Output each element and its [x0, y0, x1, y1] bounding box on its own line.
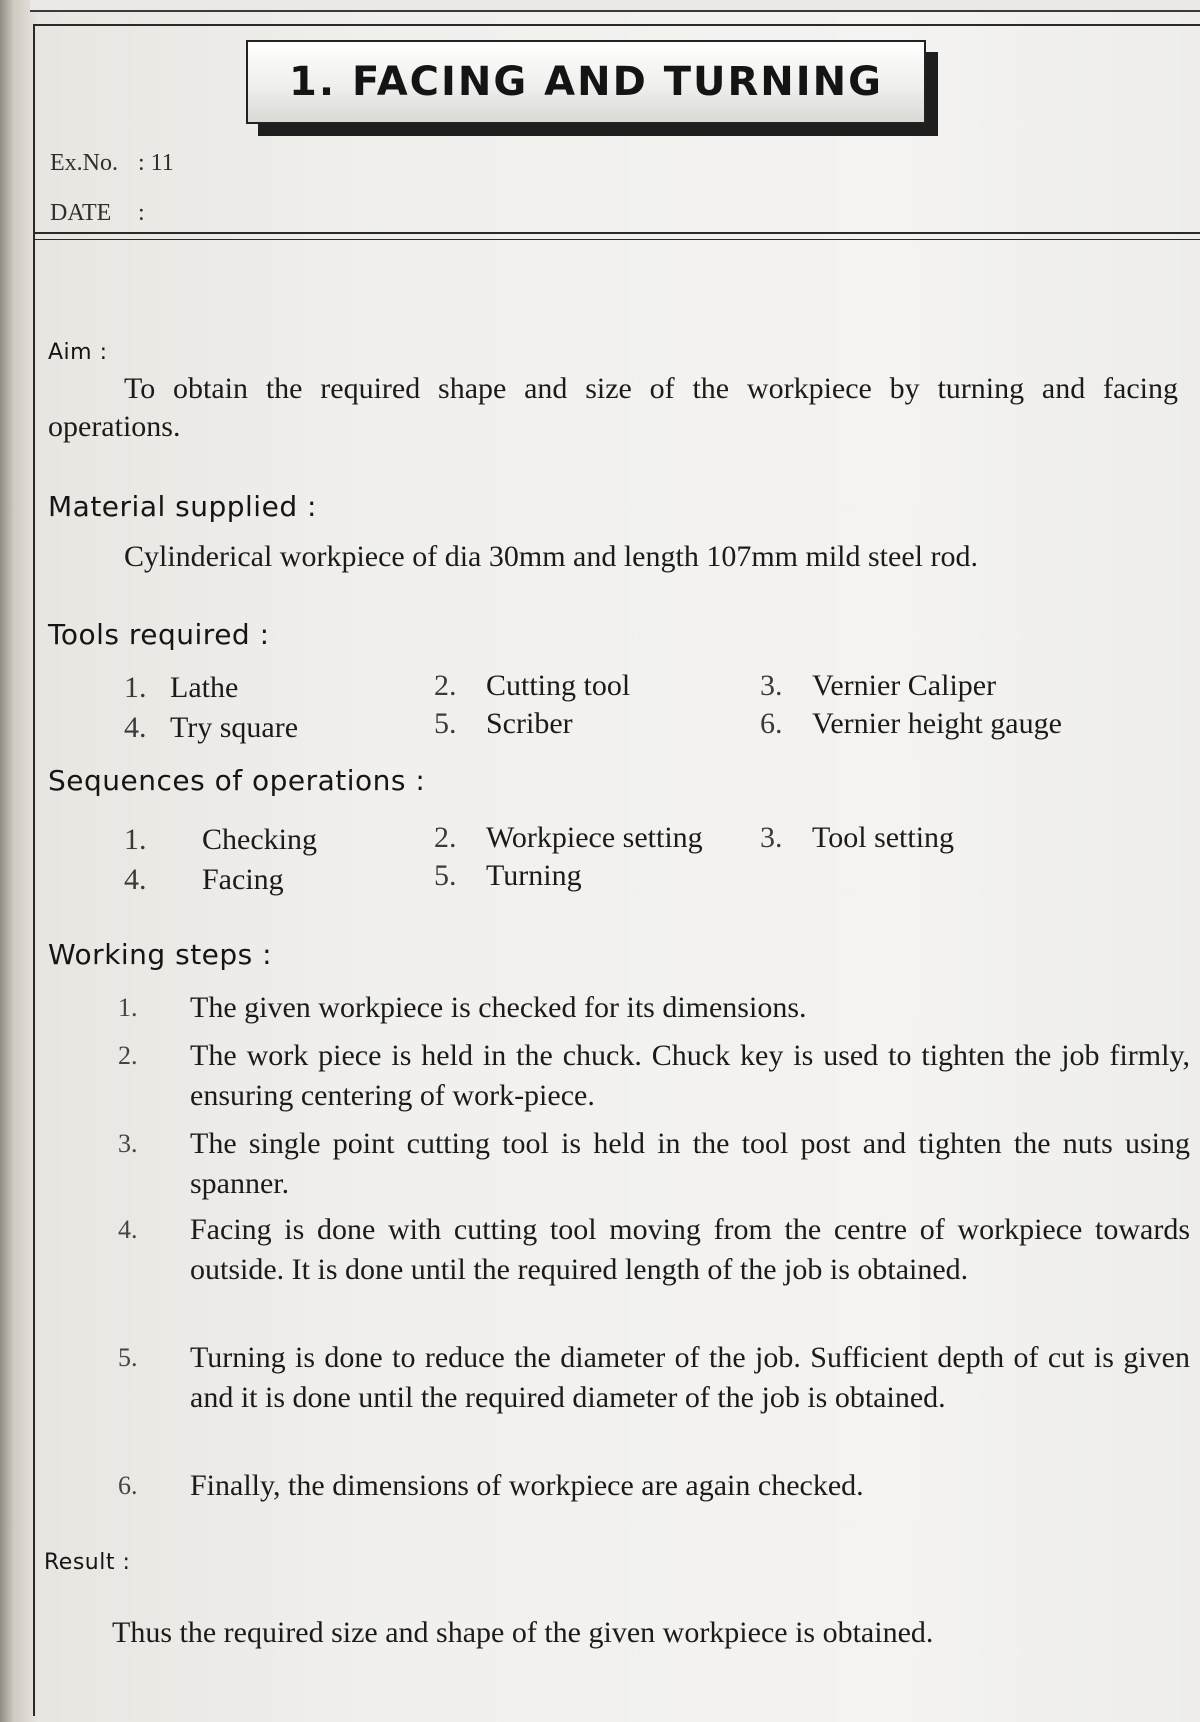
step-text: The given workpiece is checked for its dimensions. [190, 991, 807, 1024]
sequence-item: 1. Checking [124, 823, 317, 856]
tool-item: 2. Cutting tool [434, 669, 631, 702]
aim-text: To obtain the required shape and size of the workpiece by turning and facing operations. [48, 372, 1178, 443]
sequence-item: 4. Facing [124, 863, 284, 896]
result-text: Thus the required size and shape of the given workpiece is obtained. [112, 1616, 934, 1649]
date-value: : [138, 200, 145, 226]
sequence-heading: Sequences of operations : [48, 764, 426, 797]
date-label: DATE [50, 200, 112, 226]
steps-heading: Working steps : [48, 938, 273, 971]
step-text: Turning is done to reduce the diameter of the job. Sufficient depth of cut is given and it is done until the required diameter of the job is obtained. [190, 1341, 1190, 1414]
exercise-number-label: Ex.No. [50, 150, 118, 176]
title-box [246, 40, 926, 124]
result-heading: Result : [44, 1550, 131, 1575]
sequence-item: 3. Tool setting [760, 821, 955, 854]
header-divider [35, 232, 1200, 234]
exercise-number-value: : 11 [138, 150, 174, 176]
date-row [50, 200, 145, 227]
step-text: Facing is done with cutting tool moving from the centre of workpiece towards outside. It is done until the required length of the job is obtained. [190, 1213, 1190, 1286]
step-number: 1. [118, 993, 138, 1022]
sequence-item: 5. Turning [434, 859, 582, 892]
tool-item: 3. Vernier Caliper [760, 669, 997, 702]
tool-item: 6. Vernier height gauge [760, 707, 1062, 740]
page-title: 1. FACING AND TURNING [289, 59, 883, 105]
step-number: 6. [118, 1471, 138, 1500]
material-text: Cylinderical workpiece of dia 30mm and length 107mm mild steel rod. [124, 540, 978, 573]
step-number: 5. [118, 1343, 138, 1372]
step-text: The work piece is held in the chuck. Chuck key is used to tighten the job firmly, ensuring centering of work-piece. [190, 1039, 1190, 1112]
step-number: 4. [118, 1215, 138, 1244]
material-heading: Material supplied : [48, 490, 317, 523]
step-number: 3. [118, 1129, 138, 1158]
tools-heading: Tools required : [48, 618, 270, 651]
step-text: The single point cutting tool is held in the tool post and tighten the nuts using spanner. [190, 1127, 1190, 1200]
tool-item: 4. Try square [124, 711, 299, 744]
top-strip [30, 0, 1200, 12]
header-divider-thin [35, 239, 1200, 240]
step-number: 2. [118, 1041, 138, 1070]
tool-item: 5. Scriber [434, 707, 573, 740]
step-text: Finally, the dimensions of workpiece are again checked. [190, 1469, 864, 1502]
sequence-item: 2. Workpiece setting [434, 821, 703, 854]
exercise-number-row [50, 150, 174, 177]
aim-heading: Aim : [48, 340, 108, 365]
tool-item: 1. Lathe [124, 671, 239, 704]
